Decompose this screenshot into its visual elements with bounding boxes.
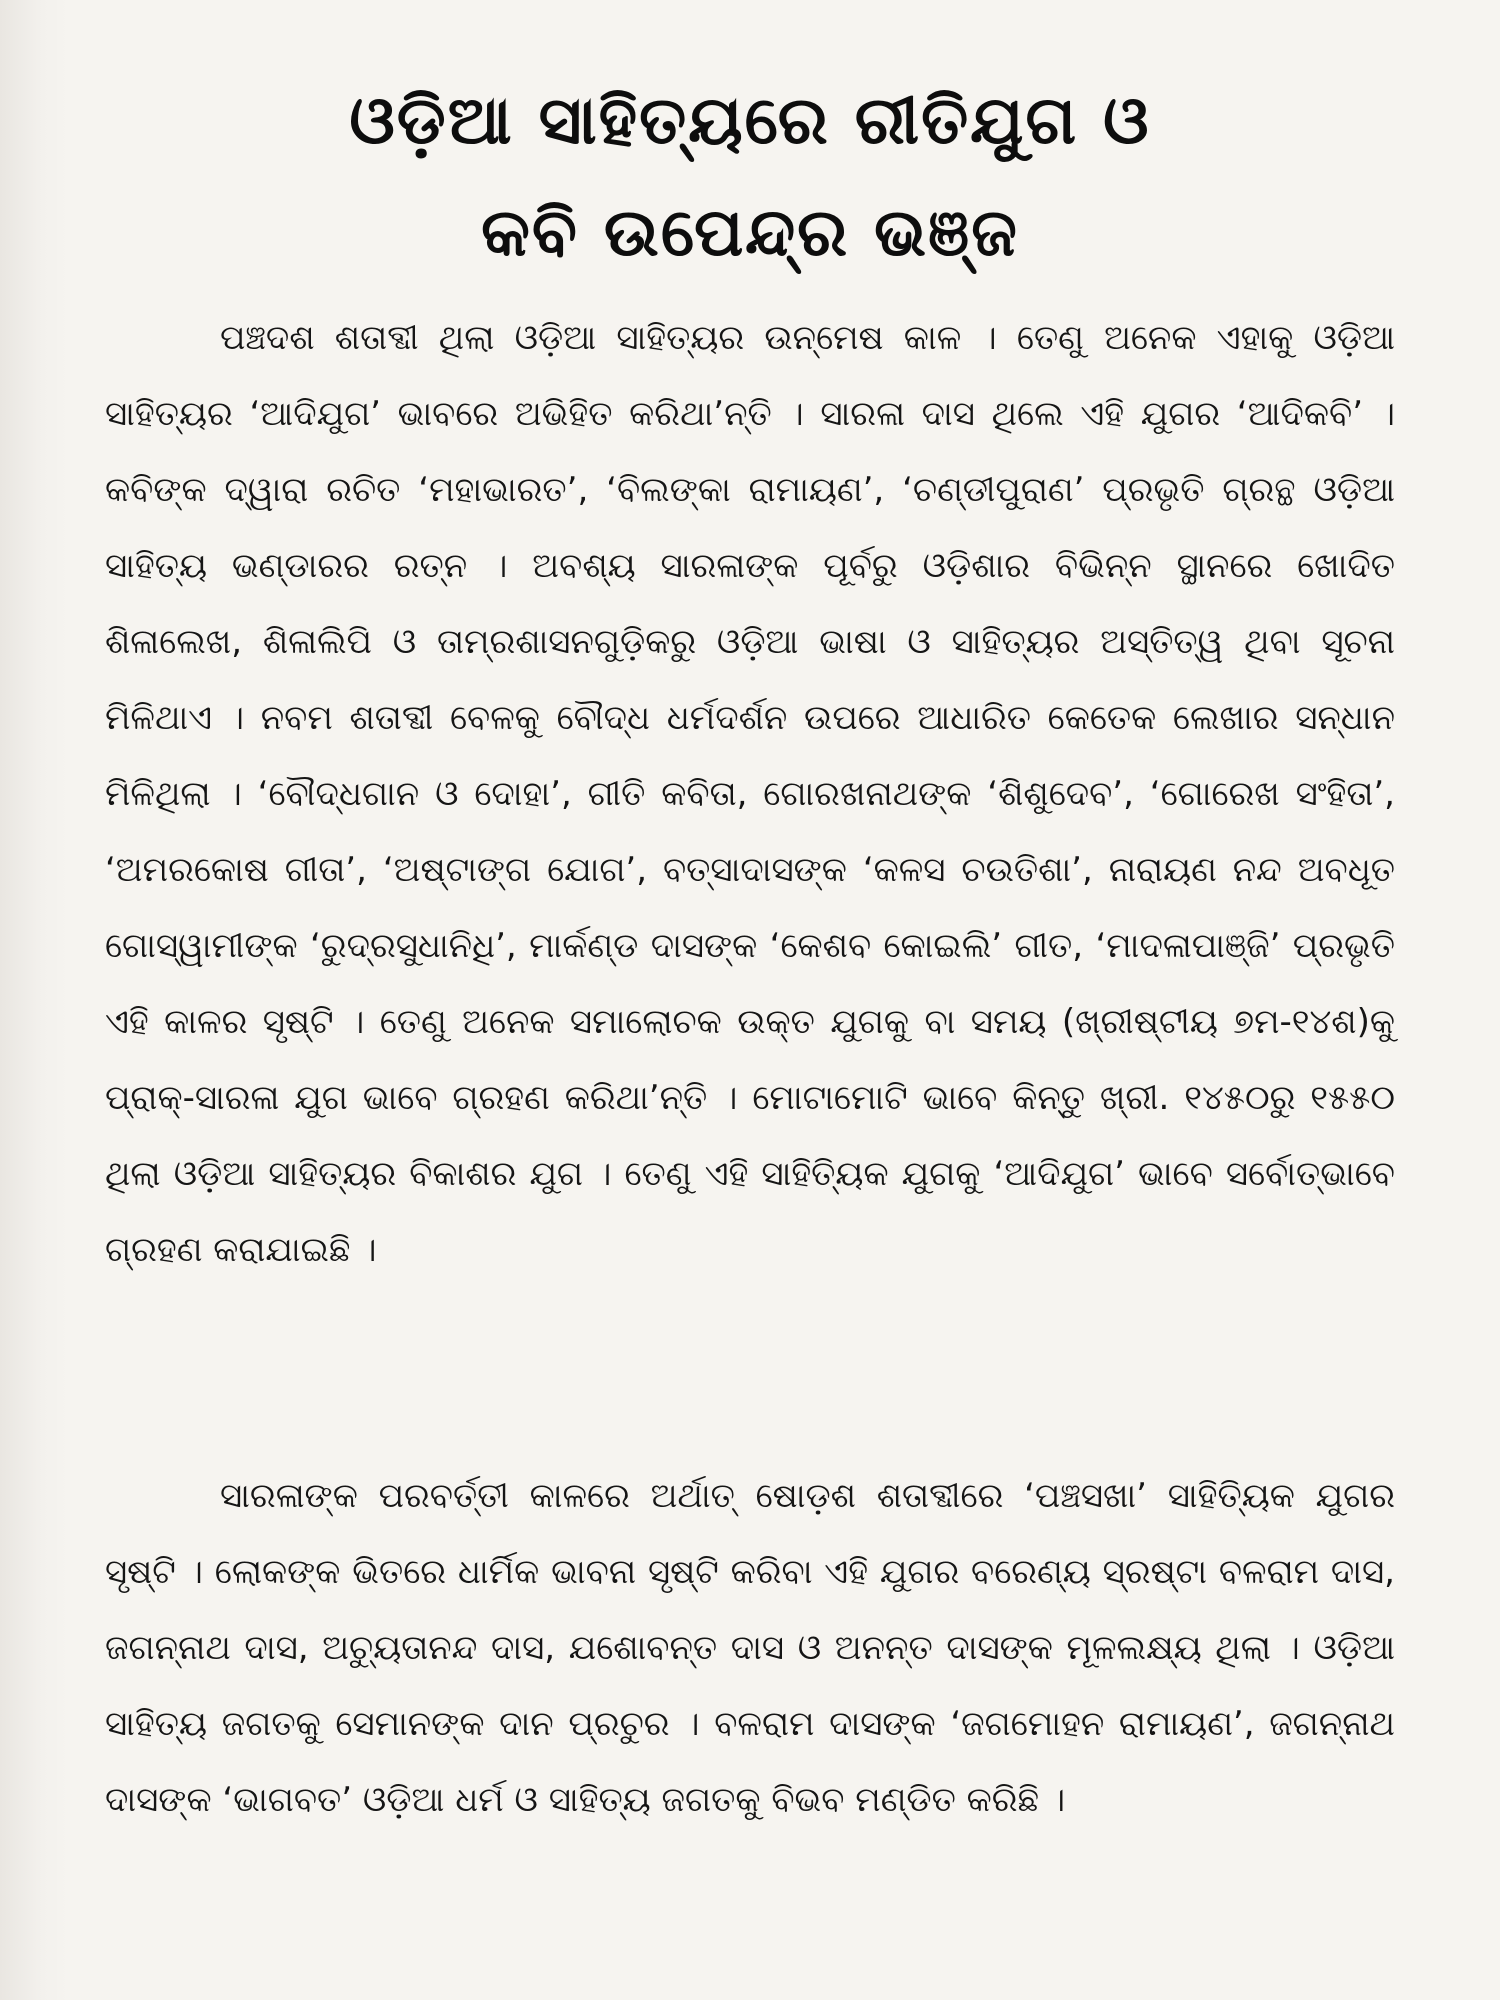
paragraph-2 (105, 1458, 1395, 1838)
paragraph-1-text: ପଞ୍ଚଦଶ ଶତାବ୍ଦୀ ଥିଲା ଓଡ଼ିଆ ସାହିତ୍ୟର ଉନ୍ମେଷ କାଳ । ତେଣୁ ଅନେକ ଏହାକୁ ଓଡ଼ିଆ ସାହିତ୍ୟର ‘ଆଦିଯୁଗ’ ଭାବରେ ଅଭିହିତ କରିଥା’ନ୍ତି । ସାରଳା ଦାସ ଥିଲେ ଏହି ଯୁଗର ‘ଆଦିକବି’ । କବିଙ୍କ ଦ୍ୱାରା ରଚିତ ‘ମହାଭାରତ’, ‘ବିଲଙ୍କା ରାମାୟଣ’, ‘ଚଣ୍ଡୀପୁରାଣ’ ପ୍ରଭୃତି ଗ୍ରନ୍ଥ ଓଡ଼ିଆ ସାହିତ୍ୟ ଭଣ୍ଡାରର ରତ୍ନ । ଅବଶ୍ୟ ସାରଳାଙ୍କ ପୂର୍ବରୁ ଓଡ଼ିଶାର ବିଭିନ୍ନ ସ୍ଥାନରେ ଖୋଦିତ ଶିଳାଲେଖ, ଶିଳାଲିପି ଓ ତାମ୍ରଶାସନଗୁଡ଼ିକରୁ ଓଡ଼ିଆ ଭାଷା ଓ ସାହିତ୍ୟର ଅସ୍ତିତ୍ୱ ଥିବା ସୂଚନା ମିଳିଥାଏ । ନବମ ଶତାବ୍ଦୀ ବେଳକୁ ବୌଦ୍ଧ ଧର୍ମଦର୍ଶନ ଉପରେ ଆଧାରିତ କେତେକ ଲେଖାର ସନ୍ଧାନ ମିଳିଥିଲା । ‘ବୌଦ୍ଧଗାନ ଓ ଦୋହା’, ଗୀତି କବିତା, ଗୋରଖନାଥଙ୍କ ‘ଶିଶୁଦେବ’, ‘ଗୋରେଖ ସଂହିତା’, ‘ଅମରକୋଷ ଗୀତା’, ‘ଅଷ୍ଟାଙ୍ଗ ଯୋଗ’, ବତ୍ସାଦାସଙ୍କ ‘କଳସ ଚଉତିଶା’, ନାରାୟଣ ନନ୍ଦ ଅବଧୂତ ଗୋସ୍ୱାମୀଙ୍କ ‘ରୁଦ୍ରସୁଧାନିଧି’, ମାର୍କଣ୍ଡ ଦାସଙ୍କ ‘କେଶବ କୋଇଲି’ ଗୀତ, ‘ମାଦଳାପାଞ୍ଜି’ ପ୍ରଭୃତି ଏହି କାଳର ସୃଷ୍ଟି । ତେଣୁ ଅନେକ ସମାଲୋଚକ ଉକ୍ତ ଯୁଗକୁ ବା ସମୟ (ଖ୍ରୀଷ୍ଟୀୟ ୭ମ-୧୪ଶ)କୁ ପ୍ରାକ୍-ସାରଳା ଯୁଗ ଭାବେ ଗ୍ରହଣ କରିଥା’ନ୍ତି । ମୋଟାମୋଟି ଭାବେ କିନ୍ତୁ ଖ୍ରୀ. ୧୪୫୦ରୁ ୧୫୫୦ ଥିଲା ଓଡ଼ିଆ ସାହିତ୍ୟର ବିକାଶର ଯୁଗ । ତେଣୁ ଏହି ସାହିତ୍ୟିକ ଯୁଗକୁ ‘ଆଦିଯୁଗ’ ଭାବେ ସର୍ବୋତ୍‌ଭାବେ ଗ୍ରହଣ କରାଯାଇଛି । (105, 318, 1395, 1270)
page-title-line-2: କବି ଉପେନ୍ଦ୍ର ଭଞ୍ଜ (481, 194, 1019, 271)
paragraph-2-text: ସାରଳାଙ୍କ ପରବର୍ତ୍ତୀ କାଳରେ ଅର୍ଥାତ୍ ଷୋଡ଼ଶ ଶତାବ୍ଦୀରେ ‘ପଞ୍ଚସଖା’ ସାହିତ୍ୟିକ ଯୁଗର ସୃଷ୍ଟି । ଲୋକଙ୍କ ଭିତରେ ଧାର୍ମିକ ଭାବନା ସୃଷ୍ଟି କରିବା ଏହି ଯୁଗର ବରେଣ୍ୟ ସ୍ରଷ୍ଟା ବଳରାମ ଦାସ, ଜଗନ୍ନାଥ ଦାସ, ଅଚ୍ୟୁତାନନ୍ଦ ଦାସ, ଯଶୋବନ୍ତ ଦାସ ଓ ଅନନ୍ତ ଦାସଙ୍କ ମୂଳଲକ୍ଷ୍ୟ ଥିଲା । ଓଡ଼ିଆ ସାହିତ୍ୟ ଜଗତକୁ ସେମାନଙ୍କ ଦାନ ପ୍ରଚୁର । ବଳରାମ ଦାସଙ୍କ ‘ଜଗମୋହନ ରାମାୟଣ’, ଜଗନ୍ନାଥ ଦାସଙ୍କ ‘ଭାଗବତ’ ଓଡ଼ିଆ ଧର୍ମ ଓ ସାହିତ୍ୟ ଜଗତକୁ ବିଭବ ମଣ୍ଡିତ କରିଛି । (105, 1476, 1395, 1820)
paragraph-1 (105, 300, 1395, 1288)
page-title-line-1: ଓଡ଼ିଆ ସାହିତ୍ୟରେ ରୀତିଯୁଗ ଓ (349, 82, 1151, 159)
page-edge-shadow (0, 0, 70, 2000)
